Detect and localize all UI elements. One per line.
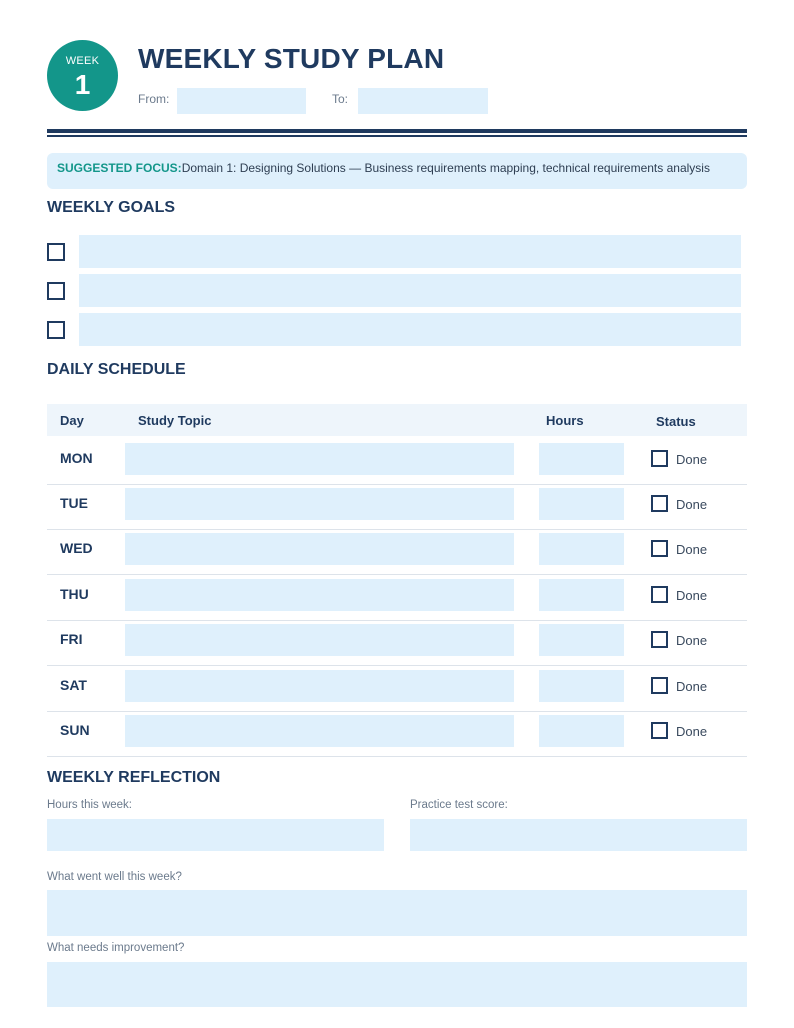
done-checkbox[interactable]: [651, 586, 668, 603]
went-well-label: What went well this week?: [47, 871, 182, 883]
table-row: [47, 621, 747, 666]
week-number: 1: [74, 69, 91, 100]
goal-checkbox[interactable]: [47, 321, 65, 339]
table-row: [47, 712, 747, 757]
hours-field[interactable]: [539, 533, 624, 565]
from-date-field[interactable]: [177, 88, 306, 114]
study-topic-field[interactable]: [125, 443, 514, 475]
done-label: Done: [676, 497, 708, 512]
goal-field[interactable]: [79, 274, 741, 307]
study-topic-field[interactable]: [125, 670, 514, 702]
goal-field[interactable]: [79, 313, 741, 346]
done-checkbox[interactable]: [651, 677, 668, 694]
week-label: WEEK: [65, 55, 100, 67]
goal-checkbox[interactable]: [47, 282, 65, 300]
done-checkbox[interactable]: [651, 722, 668, 739]
to-label: To:: [332, 92, 349, 106]
done-label: Done: [676, 679, 708, 694]
goal-checkbox[interactable]: [47, 243, 65, 261]
hours-field[interactable]: [539, 488, 624, 520]
done-label: Done: [676, 724, 708, 739]
done-label: Done: [676, 633, 708, 648]
schedule-table-header: [47, 404, 747, 436]
hours-field[interactable]: [539, 579, 624, 611]
day-label: THU: [60, 586, 89, 602]
page-title: WEEKLY STUDY PLAN: [138, 43, 445, 74]
done-label: Done: [676, 542, 708, 557]
day-label: TUE: [60, 495, 88, 511]
hours-field[interactable]: [539, 443, 624, 475]
done-checkbox[interactable]: [651, 540, 668, 557]
weekly-reflection-heading: WEEKLY REFLECTION: [47, 769, 221, 786]
needs-improvement-field[interactable]: [47, 962, 747, 1007]
day-label: WED: [60, 540, 93, 556]
hours-field[interactable]: [539, 624, 624, 656]
column-header-topic: Study Topic: [138, 413, 212, 428]
table-row: [47, 440, 747, 485]
done-checkbox[interactable]: [651, 495, 668, 512]
done-checkbox[interactable]: [651, 631, 668, 648]
practice-test-score-label: Practice test score:: [410, 799, 508, 811]
column-header-hours: Hours: [546, 413, 584, 428]
hours-field[interactable]: [539, 670, 624, 702]
header-divider-thick: [47, 129, 747, 133]
focus-text: Domain 1: Designing Solutions — Business requirements mapping, technical requirements analysis: [181, 161, 710, 175]
hours-this-week-label: Hours this week:: [47, 799, 133, 811]
hours-this-week-field[interactable]: [47, 819, 384, 851]
hours-field[interactable]: [539, 715, 624, 747]
study-topic-field[interactable]: [125, 533, 514, 565]
daily-schedule-heading: DAILY SCHEDULE: [47, 361, 186, 378]
went-well-field[interactable]: [47, 890, 747, 936]
from-label: From:: [138, 92, 170, 106]
day-label: SAT: [60, 677, 87, 693]
done-label: Done: [676, 588, 708, 603]
study-topic-field[interactable]: [125, 715, 514, 747]
column-header-day: Day: [60, 413, 84, 428]
weekly-goals-heading: WEEKLY GOALS: [47, 199, 176, 216]
study-topic-field[interactable]: [125, 488, 514, 520]
day-label: MON: [60, 450, 93, 466]
day-label: FRI: [60, 631, 83, 647]
study-topic-field[interactable]: [125, 579, 514, 611]
column-header-status: Status: [656, 414, 696, 429]
day-label: SUN: [60, 722, 90, 738]
table-row: [47, 530, 747, 575]
focus-label: SUGGESTED FOCUS:: [57, 161, 182, 175]
to-date-field[interactable]: [358, 88, 488, 114]
goal-field[interactable]: [79, 235, 741, 268]
suggested-focus-box: [47, 153, 747, 189]
needs-improvement-label: What needs improvement?: [47, 942, 185, 954]
table-row: [47, 485, 747, 530]
study-topic-field[interactable]: [125, 624, 514, 656]
header-divider-thin: [47, 135, 747, 137]
table-row: [47, 667, 747, 712]
week-badge: [47, 40, 118, 111]
table-row: [47, 576, 747, 621]
done-checkbox[interactable]: [651, 450, 668, 467]
practice-test-score-field[interactable]: [410, 819, 747, 851]
done-label: Done: [676, 452, 708, 467]
